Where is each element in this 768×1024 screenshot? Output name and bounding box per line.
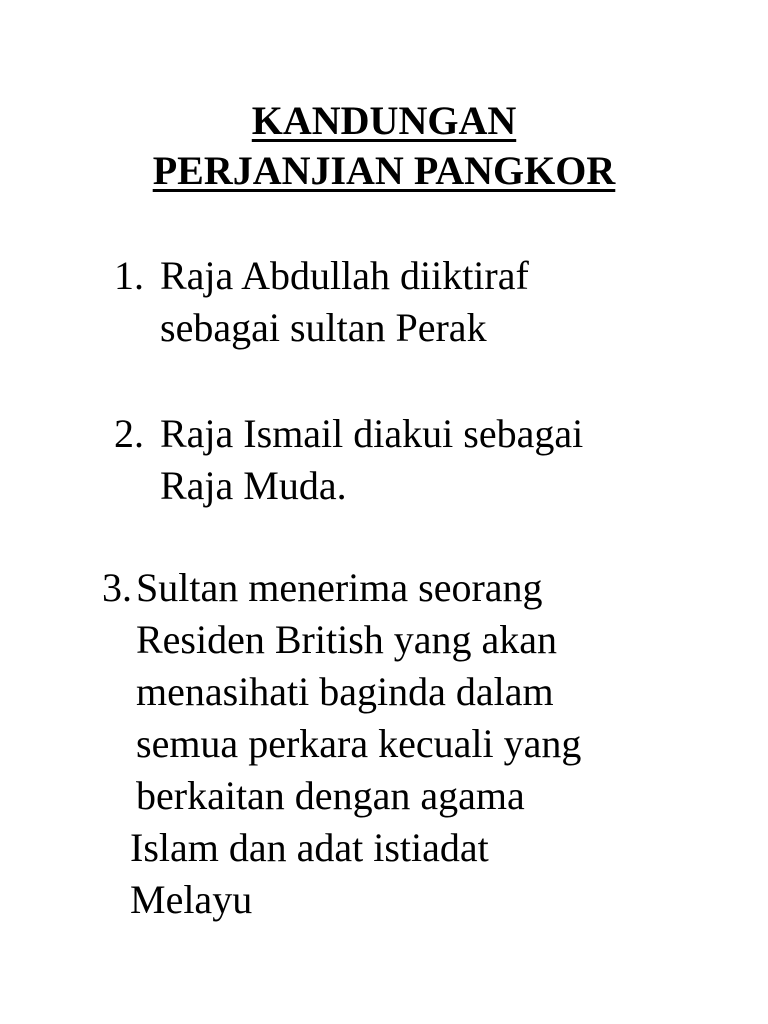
list-item-text-line: berkaitan dengan agama [136, 773, 525, 818]
list-item-text-line: semua perkara kecuali yang [136, 721, 582, 766]
list-item-number: 2. [114, 411, 144, 456]
list-item-text-line: Islam dan adat istiadat [130, 825, 489, 870]
list-item-text-line: sebagai sultan Perak [160, 305, 487, 350]
list-item-text-line: Sultan menerima seorang [136, 565, 543, 610]
list-item-number: 3. [102, 565, 132, 610]
list-item-number: 1. [114, 253, 144, 298]
list-item-text-line: Raja Muda. [160, 463, 347, 508]
list-item-text-line: Raja Ismail diakui sebagai [160, 411, 584, 456]
list-item-text-line: Raja Abdullah diiktiraf [160, 253, 529, 298]
list-item-text-line: menasihati baginda dalam [136, 669, 554, 714]
title-line-2: PERJANJIAN PANGKOR [152, 148, 616, 193]
title-line-1: KANDUNGAN [251, 98, 517, 143]
list-item-text-line: Residen British yang akan [136, 617, 558, 662]
list-item-text-line: Melayu [130, 877, 253, 922]
